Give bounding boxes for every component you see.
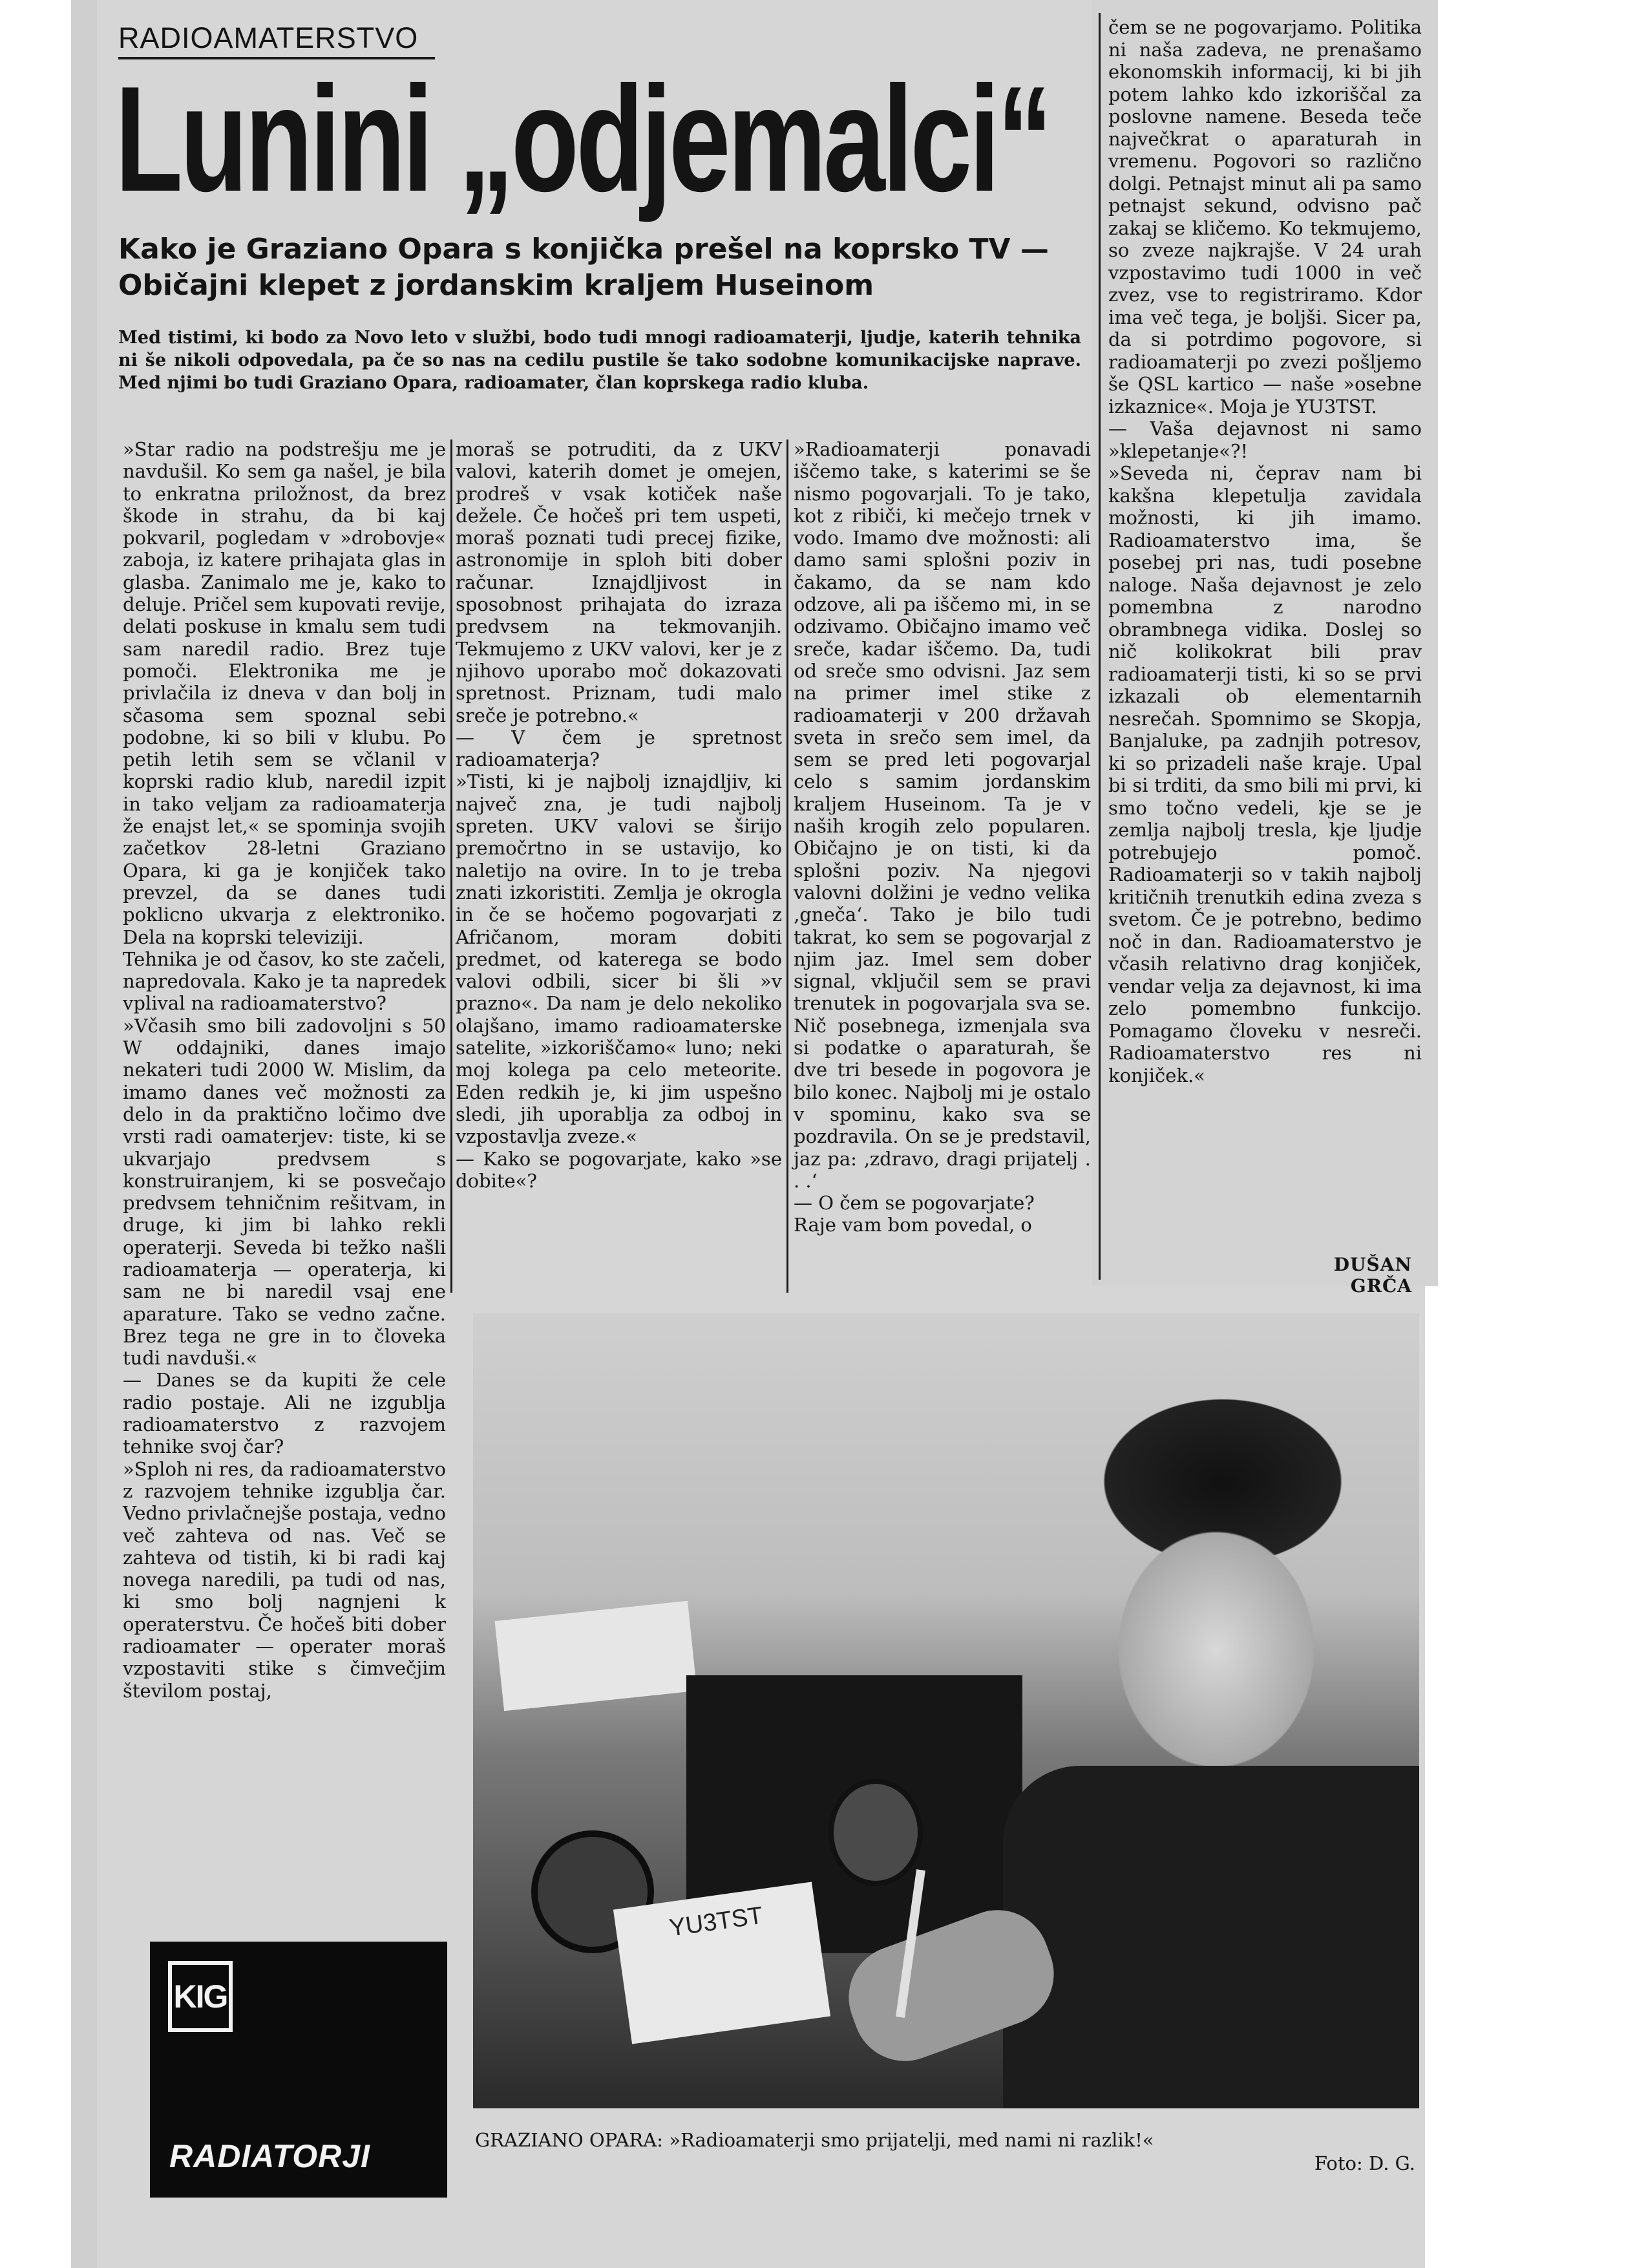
lead-paragraph: Med tistimi, ki bodo za Novo leto v službi, bodo tudi mnogi radioamaterji, ljudje, katerih tehnika ni še nikoli odpovedala, pa če so nas na cedilu pustile še tako sodobne komunikacijske naprave. Med njimi bo tudi Graziano Opara, radioamater, član koprskega radio kluba.	[118, 328, 1081, 393]
paragraph: »Tisti, ki je najbolj iznajdljiv, ki največ zna, je tudi najbolj spreten. UKV valovi se širijo premočrtno in se ustavijo, ko naletijo na ovire. In to je treba znati izkoristiti. Zemlja je okrogla in če se hočemo pogovarjati z Afričanom, moram dobiti predmet, od katerega se bodo valovi odbili, sicer bi šli »v prazno«. Da nam je delo nekoliko olajšano, imamo radioamaterske satelite, »izkoriščamo« luno; neki moj kolega pa celo meteorite. Eden redkih je, ki jim uspešno sledi, jih uporablja za odboj in vzpostavlja zveze.«	[456, 770, 782, 1148]
paragraph: »Sploh ni res, da radioamaterstvo z razvojem tehnike izgublja čar. Vedno privlačnejše postaja, vedno več zahteva od nas. Več se zahteva od tistih, ki bi radi kaj novega naredili, pa tudi od nas, ki smo bolj nagnjeni k operaterstvu. Če hočeš biti dober radioamater — operater moraš vzpostaviti stike s čimvečjim številom postaj,	[123, 1457, 446, 1702]
photo-caption: GRAZIANO OPARA: »Radioamaterji smo prijatelji, med nami ni razlik!«	[475, 2129, 1154, 2151]
paragraph: »Seveda ni, čeprav nam bi kakšna klepetulja zavidala možnosti, ki jih imamo. Radioamaterstvo ima, še posebej pri nas, tudi posebne naloge. Naša dejavnost je zelo pomembna z narodno obrambnega vidika. Doslej so nič kolikokrat bili prav radioamaterji tisti, ki so se prvi izkazali ob elementarnih nesrečah. Spomnimo se Skopja, Banjaluke, pa zadnjih potresov, ki so prizadeli naše kraje. Upal bi si trditi, da smo bili mi prvi, ki smo točno vedeli, kje se je zemlja najbolj tresla, kje ljudje potrebujejo pomoč. Radioamaterji so v takih najbolj kritičnih trenutkih edina zveza s svetom. Če je potrebno, bedimo noč in dan. Radioamaterstvo je včasih relativno drag konjiček, vendar velja za dejavnost, ki ima zelo pomembno funkcijo. Pomagamo človeku v nesreči. Radioamaterstvo res ni konjiček.«	[1108, 462, 1422, 1086]
advert-text: RADIATORJI	[169, 2138, 370, 2174]
question: — O čem se pogovarjate?	[794, 1192, 1035, 1214]
column-divider	[1099, 13, 1101, 1280]
advert-logo: KIG	[168, 1961, 233, 2032]
paragraph: »Radioamaterji ponavadi iščemo take, s katerimi se še nismo pogovarjali. To je tako, kot z ribiči, ki mečejo trnek v vodo. Imamo dve možnosti: ali damo sami splošni poziv in čakamo, da se nam kdo odzove, ali pa iščemo mi, in se odzivamo. Običajno imamo več sreče, kadar iščemo. Da, tudi od sreče smo odvisni. Jaz sem na primer imel stike z radioamaterji v 200 državah sveta in srečo sem imel, da sem se pred leti pogovarjal celo s samim jordanskim kraljem Huseinom. Ta je v naših krogih zelo popularen. Običajno je on tisti, ki da splošni poziv. Na njegovi valovni dolžini je vedno velika ‚gneča‘. Tako je bilo tudi takrat, ko sem se pogovarjal z njim jaz. Imel sem dober signal, vključil sem se pravi trenutek in pogovarjala sva se. Nič posebnega, izmenjala sva si podatke o aparaturah, še dve tri besede in pogovora je bilo konec. Najbolj mi je ostalo v spominu, kako sva se pozdravila. On se je predstavil, jaz pa: ‚zdravo, dragi prijatelj . . .‘	[794, 438, 1091, 1192]
article-column-2	[456, 438, 782, 1192]
paragraph: moraš se potruditi, da z UKV valovi, katerih domet je omejen, prodreš v vsak kotiček naše dežele. Če hočeš pri tem uspeti, moraš poznati tudi precej fizike, astronomije in sploh biti dober računar. Iznajdljivost in sposobnost prihajata do izraza predvsem na tekmovanjih. Tekmujemo z UKV valovi, ker je z njihovo uporabo moč dokazovati spretnost. Priznam, tudi malo sreče je potrebno.«	[456, 438, 782, 726]
column-divider	[786, 440, 788, 1293]
article-column-3	[794, 438, 1091, 1236]
headline: Lunini „odjemalci“	[115, 56, 1050, 223]
paragraph: Raje vam bom povedal, o	[794, 1214, 1032, 1236]
article-column-4	[1108, 16, 1422, 1086]
question: — Vaša dejavnost ni samo »klepetanje«?!	[1108, 418, 1422, 462]
photo-papers	[495, 1601, 697, 1712]
question: Tehnika je od časov, ko ste začeli, napredovala. Kako je ta napredek vplival na radioamaterstvo?	[123, 948, 446, 1015]
question: — Kako se pogovarjate, kako »se dobite«?	[456, 1147, 782, 1192]
article-column-1	[123, 438, 446, 1702]
paragraph: »Star radio na podstrešju me je navdušil. Ko sem ga našel, je bila to enkratna priložnost, da brez škode in strahu, da bi kaj pokvaril, pogledam v »drobovje« zaboja, iz katere prihajata glas in glasba. Zanimalo me je, kako to deluje. Pričel sem kupovati revije, delati poskuse in kmalu sem tudi sam naredil radio. Brez tuje pomoči. Elektronika me je privlačila iz dneva v dan bolj in sčasoma sem spoznal sebi podobne, ki so bili v klubu. Po petih letih sem se včlanil v koprski radio klub, naredil izpit in tako veljam za radioamaterja že enajst let,« se spominja svojih začetkov 28-letni Graziano Opara, ki ga je konjiček tako prevzel, da se danes tudi poklicno ukvarja z elektroniko. Dela na koprski televiziji.	[123, 438, 446, 948]
section-label: RADIOAMATERSTVO	[118, 19, 435, 59]
question: — Danes se da kupiti že cele radio postaje. Ali ne izgublja radioamaterstvo z razvojem tehnike svoj čar?	[123, 1369, 446, 1458]
photo-credit: Foto: D. G.	[1314, 2152, 1415, 2174]
byline: DUŠAN GRČA	[1333, 1254, 1412, 1297]
photo-qsl-card: YU3TST	[613, 1881, 830, 2044]
photo-knob	[828, 1779, 923, 1886]
column-divider	[450, 440, 452, 1293]
article-photo	[473, 1313, 1419, 2108]
paragraph: »Včasih smo bili zadovoljni s 50 W oddajniki, danes imajo nekateri tudi 2000 W. Mislim, da imamo danes več možnosti za delo in da praktično ločimo dve vrsti radi oamaterjev: tiste, ki se ukvarjajo predvsem s konstruiranjem, ki se posvečajo predvsem tehničnim rešitvam, in druge, ki jim bi lahko rekli operaterji. Seveda bi težko našli radioamaterja — operaterja, ki sam ne bi naredil vsaj ene aparature. Tako se vedno začne. Brez tega ne gre in to človeka tudi navduši.«	[123, 1014, 446, 1370]
subheadline: Kako je Graziano Opara s konjička prešel na koprsko TV — Običajni klepet z jordanskim kraljem Huseinom	[118, 233, 1049, 302]
paragraph: čem se ne pogovarjamo. Politika ni naša zadeva, ne prenašamo ekonomskih informacij, ki bi jih potem lahko kdo izkoriščal za poslovne namene. Beseda teče največkrat o aparaturah in vremenu. Pogovori so različno dolgi. Petnajst minut ali pa samo petnajst sekund, odvisno pač zakaj se kličemo. Ko tekmujemo, so zveze najkrajše. V 24 urah vzpostavimo tudi 1000 in več zvez, vse to registriramo. Kdor ima več tega, je boljši. Sicer pa, da si potrdimo pogovore, si radioamaterji po zvezi pošljemo še QSL kartico — naše »osebne izkaznice«. Moja je YU3TST.	[1108, 16, 1422, 418]
clipping-left-edge	[71, 0, 97, 2268]
question: — V čem je spretnost radioamaterja?	[456, 726, 782, 771]
advertisement	[150, 1942, 447, 2198]
photo-person	[1003, 1766, 1419, 2108]
